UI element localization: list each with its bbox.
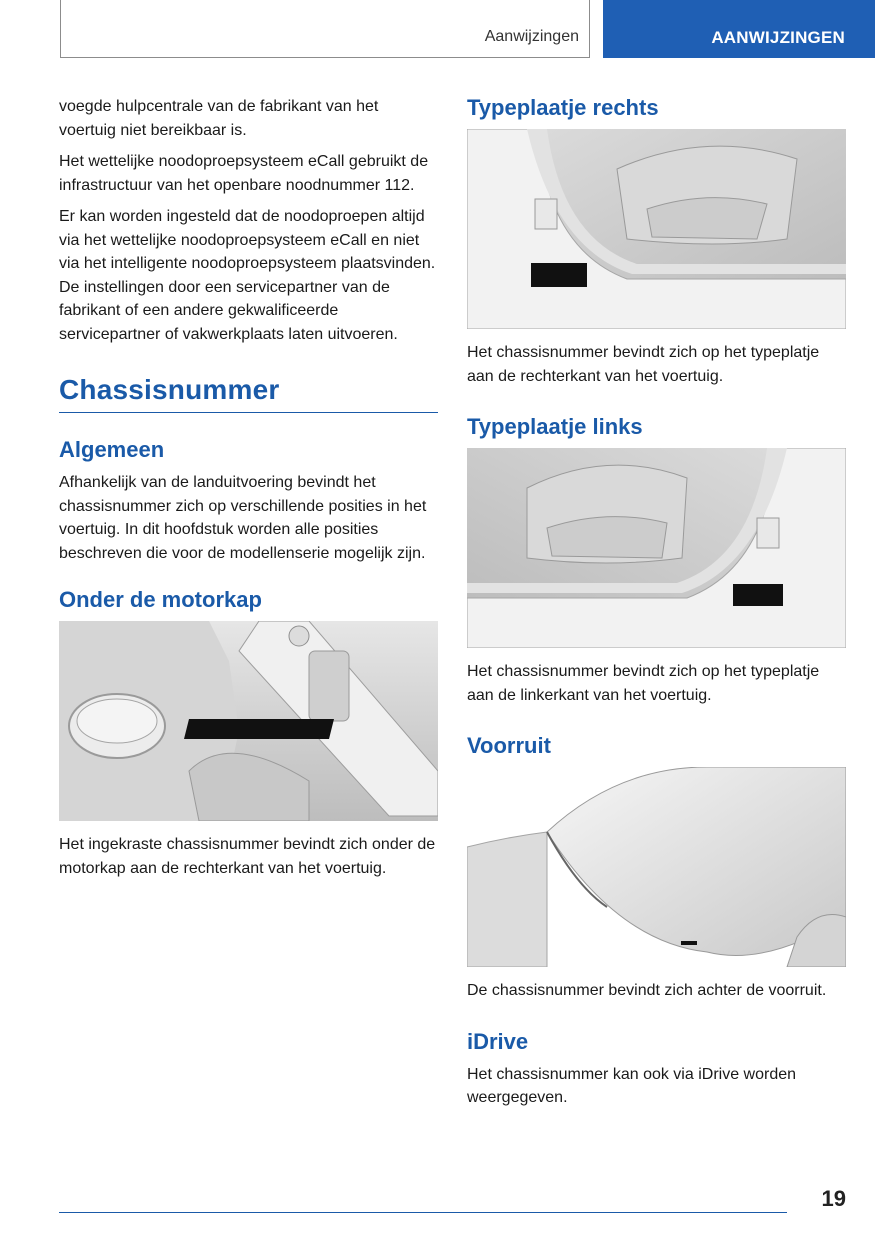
door-sill-left-illustration (467, 448, 846, 648)
page-number: 19 (821, 1186, 846, 1211)
engine-bay-illustration (59, 621, 438, 821)
paragraph-continued: voegde hulpcentrale van de fabrikant van het voertuig niet bereikbaar is. (59, 98, 379, 139)
windshield-vin-marker (681, 941, 697, 945)
caption-typeplaatje-links: Het chassisnummer bevindt zich op het typeplatje aan de linkerkant van het voertuig. (467, 663, 820, 704)
section-title-typeplaatje-links: Typeplaatje links (467, 414, 643, 439)
paragraph-idrive: Het chassisnummer kan ook via iDrive worden weergegeven. (467, 1065, 797, 1106)
type-plate-marker (531, 263, 587, 287)
header-section-label: Aanwijzingen (484, 28, 579, 45)
right-column (467, 95, 846, 1118)
section-title-motorkap: Onder de motorkap (59, 587, 262, 612)
caption-motorkap: Het ingekraste chassisnummer bevindt zich onder de motorkap aan de rechterkant van het voertuig. (59, 836, 436, 877)
header-frame (60, 0, 590, 58)
footer-rule (59, 1212, 787, 1213)
caption-typeplaatje-rechts: Het chassisnummer bevindt zich op het typeplatje aan de rechterkant van het voertuig. (467, 344, 820, 385)
left-column (59, 95, 438, 888)
section-title-algemeen: Algemeen (59, 437, 165, 462)
type-plate-marker (733, 584, 783, 606)
door-sill-right-illustration (467, 129, 846, 329)
chassis-number-marker (184, 719, 334, 739)
chapter-title: Chassisnummer (59, 374, 438, 413)
paragraph-settings: Er kan worden ingesteld dat de noodoproepen altijd via het wettelijke noodoproepsysteem eCall en niet via het intelligente noodoproepsysteem plaatsvinden. De instellingen door een servicepartner van de fabrikant of een andere gekwalificeerde servicepartner of vakwerkplaats laten uitvoeren. (59, 208, 436, 343)
chapter-tab: AANWIJZINGEN (603, 0, 875, 58)
paragraph-ecall: Het wettelijke noodoproepsysteem eCall gebruikt de infrastructuur van het openbare noodnummer 112. (59, 153, 429, 194)
section-title-typeplaatje-rechts: Typeplaatje rechts (467, 95, 659, 120)
section-title-voorruit: Voorruit (467, 733, 551, 758)
section-title-idrive: iDrive (467, 1028, 529, 1054)
windshield-illustration (467, 767, 846, 967)
paragraph-algemeen: Afhankelijk van de landuitvoering bevindt het chassisnummer zich op verschillende posities in het voertuig. In dit hoofdstuk worden alle posities beschreven die voor de modellenserie mogelijk zijn. (59, 474, 427, 562)
caption-voorruit: De chassisnummer bevindt zich achter de voorruit. (467, 982, 827, 999)
